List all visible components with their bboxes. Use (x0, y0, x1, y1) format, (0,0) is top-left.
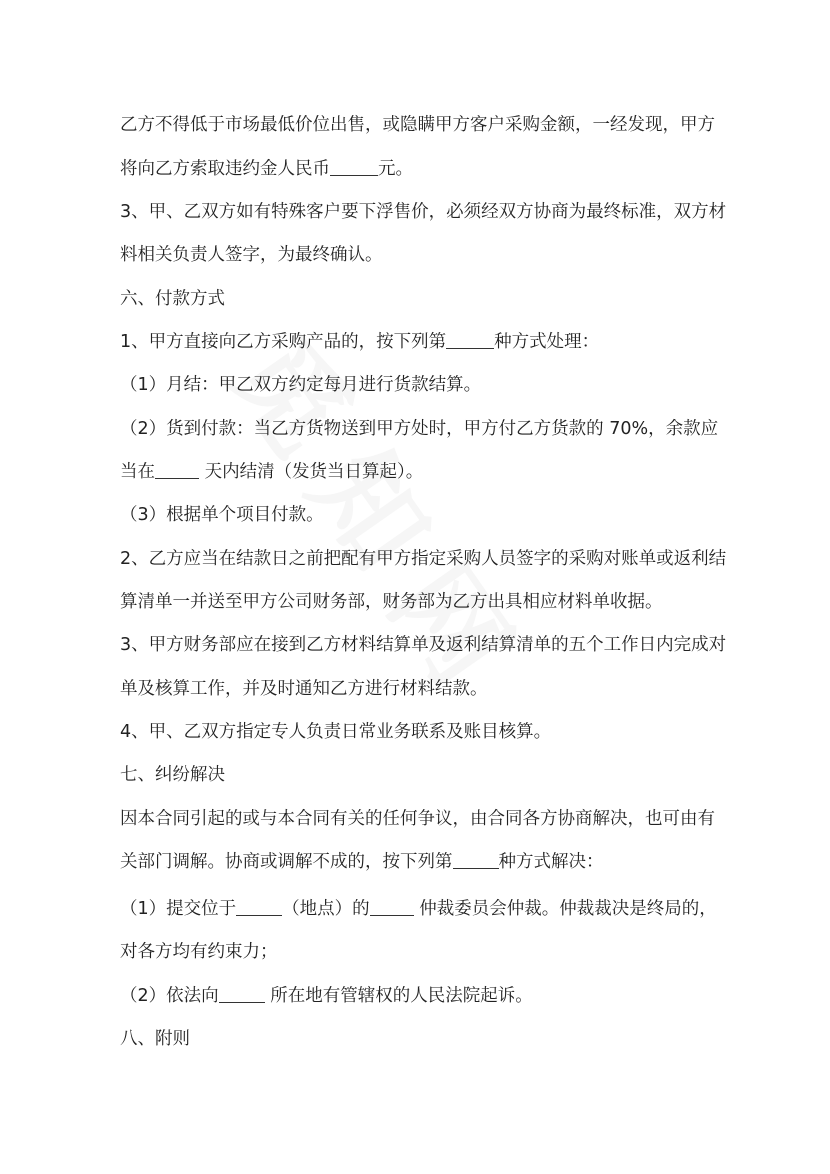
paragraph-line: 对各方均有约束力； (120, 942, 278, 962)
line-text: 天内结清（发货当日算起）。 (199, 462, 424, 482)
paragraph-line: 3、甲、乙双方如有特殊客户要下浮售价，必须经双方协商为最终标准，双方材 (120, 202, 727, 222)
line-text: （1）提交位于 (120, 899, 237, 919)
paragraph-line: 乙方不得低于市场最低价位出售，或隐瞒甲方客户采购金额，一经发现，甲方 (120, 115, 715, 135)
section-heading: 六、付款方式 (120, 289, 225, 309)
settlement-days-blank[interactable] (155, 460, 199, 479)
line-text: 关部门调解。协商或调解不成的，按下列第 (120, 852, 453, 872)
paragraph-line (120, 157, 413, 181)
paragraph-line: 算清单一并送至甲方公司财务部，财务部为乙方出具相应材料单收据。 (120, 592, 663, 612)
paragraph-line: 单及核算工作，并及时通知乙方进行材料结款。 (120, 679, 488, 699)
line-text: 种方式解决： (498, 852, 604, 872)
paragraph-line (120, 850, 604, 874)
arbitration-commission-blank[interactable] (370, 897, 414, 916)
line-text: （2）依法向 (120, 986, 219, 1006)
line-text: 所在地有管辖权的人民法院起诉。 (264, 986, 533, 1006)
paragraph-line (120, 330, 599, 354)
line-text: 1、甲方直接向乙方采购产品的，按下列第 (120, 332, 447, 352)
paragraph-line (120, 897, 717, 921)
paragraph-line: （1）月结：甲乙双方约定每月进行货款结算。 (120, 375, 482, 395)
section-heading: 七、纠纷解决 (120, 765, 225, 785)
paragraph-line: 2、乙方应当在结款日之前把配有甲方指定采购人员签字的采购对账单或返利结 (120, 549, 727, 569)
paragraph-line (120, 984, 533, 1008)
paragraph-line (120, 460, 423, 484)
dispute-method-blank[interactable] (453, 850, 499, 869)
line-text: 将向乙方索取违约金人民币 (120, 159, 330, 179)
court-location-blank[interactable] (219, 984, 265, 1003)
paragraph-line: 4、甲、乙双方指定专人负责日常业务联系及账目核算。 (120, 722, 552, 742)
payment-method-blank[interactable] (446, 330, 494, 349)
section-heading: 八、附则 (120, 1029, 190, 1049)
line-text: 元。 (378, 159, 413, 179)
paragraph-line: 因本合同引起的或与本合同有关的任何争议，由合同各方协商解决，也可由有 (120, 809, 715, 829)
paragraph-line: （3）根据单个项目付款。 (120, 505, 324, 525)
arbitration-location-blank[interactable] (236, 897, 282, 916)
line-text: 当在 (120, 462, 155, 482)
paragraph-line: （2）货到付款：当乙方货物送到甲方处时，甲方付乙方货款的 70%，余款应 (120, 419, 719, 439)
line-text: 种方式处理： (494, 332, 600, 352)
line-text: （地点）的 (282, 899, 370, 919)
paragraph-line: 料相关负责人签字，为最终确认。 (120, 245, 383, 265)
penalty-amount-blank[interactable] (330, 157, 378, 176)
line-text: 仲裁委员会仲裁。仲裁裁决是终局的， (413, 899, 717, 919)
paragraph-line: 3、甲方财务部应在接到乙方材料结算单及返利结算清单的五个工作日内完成对 (120, 635, 727, 655)
